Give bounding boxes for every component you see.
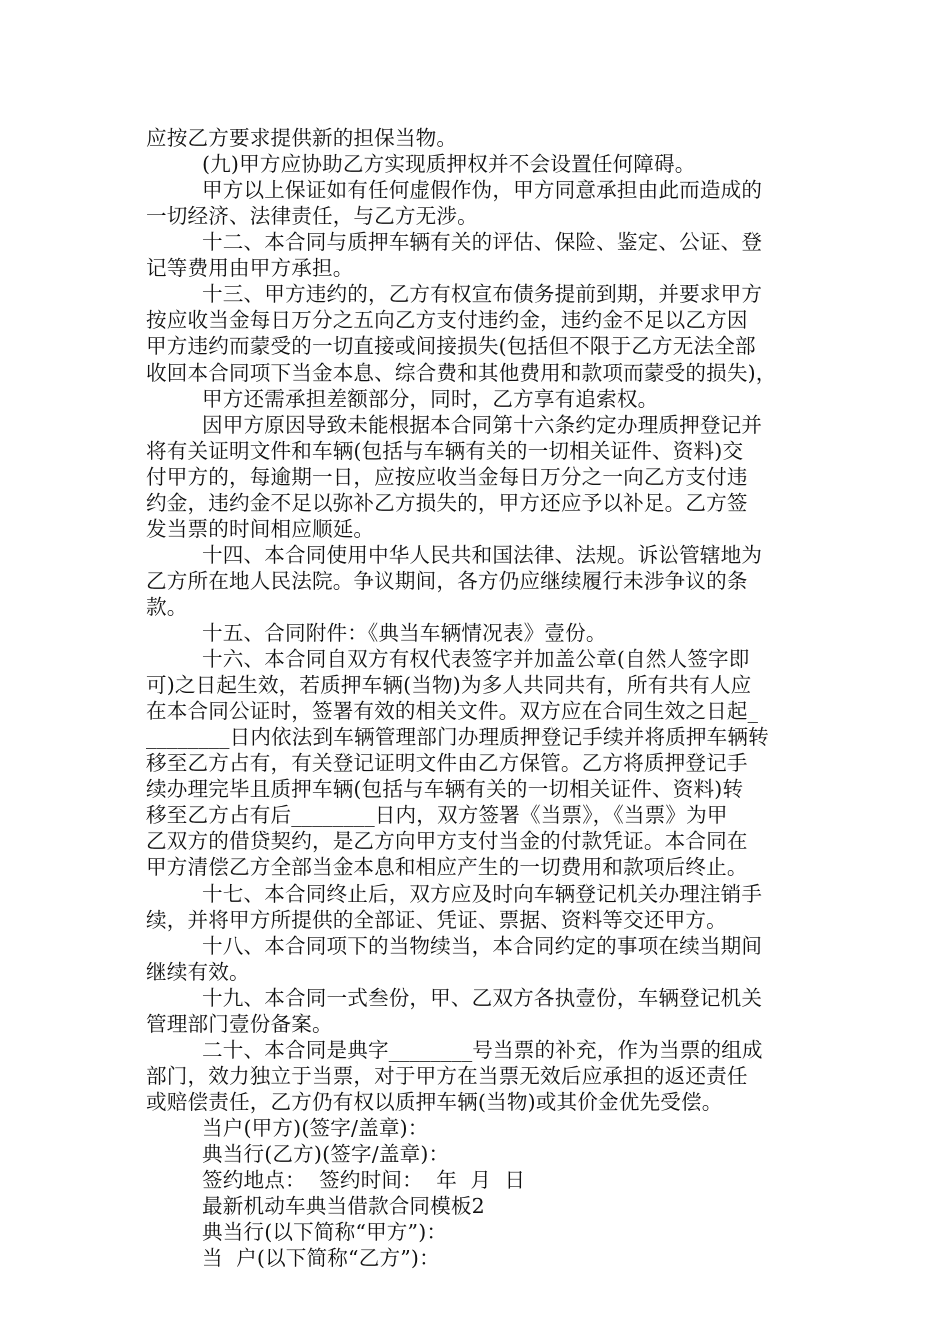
text-line: 十三、甲方违约的，乙方有权宣布债务提前到期，并要求甲方 [202, 282, 763, 307]
text-line: 管理部门壹份备案。 [146, 1011, 333, 1036]
text-line: 签约地点： 签约时间： 年 月 日 [202, 1168, 526, 1192]
text-line: 甲方违约而蒙受的一切直接或间接损失(包括但不限于乙方无法全部 [146, 334, 756, 359]
text-line: 付甲方的，每逾期一日，应按应收当金每日万分之一向乙方支付违 [146, 464, 748, 489]
text-line: 记等费用由甲方承担。 [146, 256, 354, 281]
text-line: 十二、本合同与质押车辆有关的评估、保险、鉴定、公证、登 [202, 230, 763, 255]
text-line: 收回本合同项下当金本息、综合费和其他费用和款项而蒙受的损失)， [146, 360, 777, 385]
text-line: 二十、本合同是典字________号当票的补充，作为当票的组成 [202, 1037, 763, 1062]
text-line: (九)甲方应协助乙方实现质押权并不会设置任何障碍。 [202, 152, 696, 177]
text-line: 当 户(以下简称“乙方”)： [202, 1246, 440, 1271]
text-line: 发当票的时间相应顺延。 [146, 516, 375, 541]
text-line: 按应收当金每日万分之五向乙方支付违约金，违约金不足以乙方因 [146, 308, 748, 333]
text-line: 十九、本合同一式叁份，甲、乙双方各执壹份，车辆登记机关 [202, 985, 763, 1010]
text-line: 一切经济、法律责任，与乙方无涉。 [146, 204, 478, 229]
text-line: 甲方以上保证如有任何虚假作伪，甲方同意承担由此而造成的 [202, 178, 763, 203]
text-line: 典当行(以下简称“甲方”)： [202, 1220, 448, 1245]
text-line: 典当行(乙方)(签字/盖章)： [202, 1142, 450, 1166]
text-line: 甲方清偿乙方全部当金本息和相应产生的一切费用和款项后终止。 [146, 855, 748, 880]
text-line: 十七、本合同终止后，双方应及时向车辆登记机关办理注销手 [202, 881, 763, 906]
text-line: 因甲方原因导致未能根据本合同第十六条约定办理质押登记并 [202, 412, 763, 437]
text-line: 约金，违约金不足以弥补乙方损失的，甲方还应予以补足。乙方签 [146, 490, 748, 515]
text-line: 最新机动车典当借款合同模板2 [202, 1194, 485, 1218]
text-line: 移至乙方占有，有关登记证明文件由乙方保管。乙方将质押登记手 [146, 751, 748, 776]
text-line: 移至乙方占有后________日内，双方签署《当票》，《当票》为甲 [146, 803, 728, 828]
text-line: ________日内依法到车辆管理部门办理质押登记手续并将质押车辆转 [146, 725, 769, 750]
text-line: 十五、合同附件：《典当车辆情况表》壹份。 [202, 621, 607, 645]
text-line: 乙双方的借贷契约，是乙方向甲方支付当金的付款凭证。本合同在 [146, 829, 748, 854]
text-line: 十八、本合同项下的当物续当，本合同约定的事项在续当期间 [202, 933, 763, 958]
text-line: 在本合同公证时，签署有效的相关文件。双方应在合同生效之日起_ [146, 699, 759, 724]
text-line: 当户(甲方)(签字/盖章)： [202, 1115, 429, 1140]
text-line: 乙方所在地人民法院。争议期间，各方仍应继续履行未涉争议的条 [146, 568, 748, 593]
text-line: 或赔偿责任，乙方仍有权以质押车辆(当物)或其价金优先受偿。 [146, 1089, 723, 1114]
text-line: 续，并将甲方所提供的全部证、凭证、票据、资料等交还甲方。 [146, 907, 727, 932]
text-line: 将有关证明文件和车辆(包括与车辆有关的一切相关证件、资料)交 [146, 438, 744, 463]
text-line: 十四、本合同使用中华人民共和国法律、法规。诉讼管辖地为 [202, 542, 763, 567]
text-line: 款。 [146, 594, 188, 619]
text-line: 部门，效力独立于当票，对于甲方在当票无效后应承担的返还责任 [146, 1063, 748, 1088]
text-line: 续办理完毕且质押车辆(包括与车辆有关的一切相关证件、资料)转 [146, 777, 744, 802]
text-line: 继续有效。 [146, 959, 250, 984]
text-line: 可)之日起生效，若质押车辆(当物)为多人共同共有，所有共有人应 [146, 673, 752, 698]
text-line: 甲方还需承担差额部分，同时，乙方享有追索权。 [202, 386, 659, 411]
text-line: 十六、本合同自双方有权代表签字并加盖公章(自然人签字即 [202, 647, 750, 671]
text-line: 应按乙方要求提供新的担保当物。 [146, 126, 458, 150]
